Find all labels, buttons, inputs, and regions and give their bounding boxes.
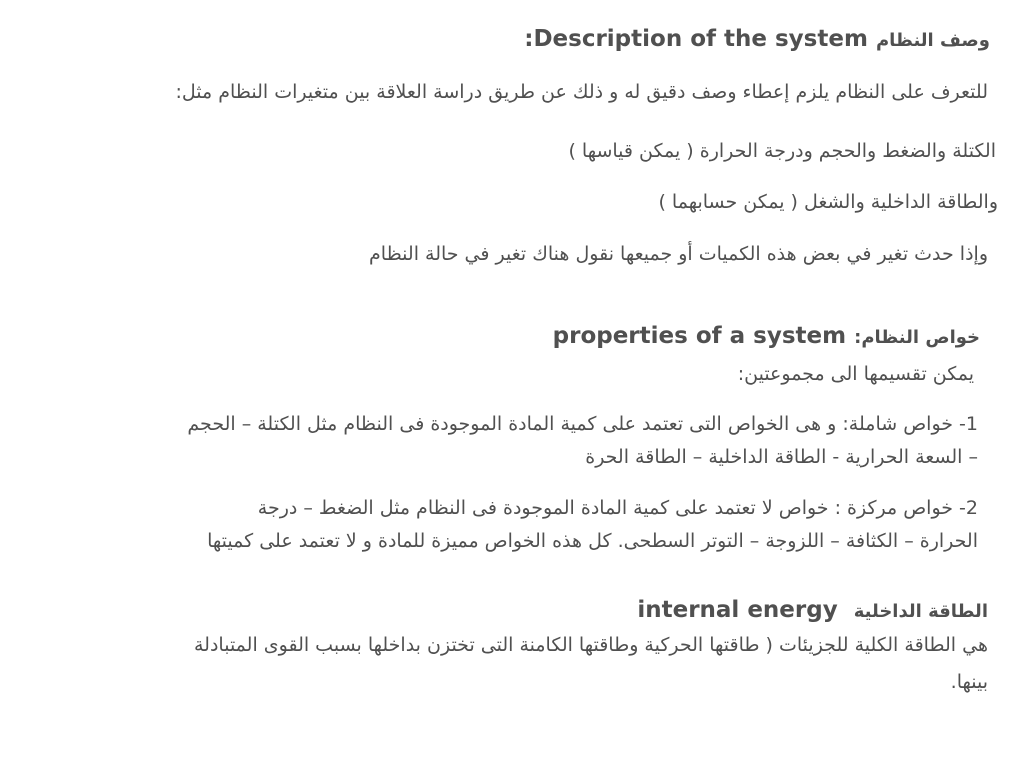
section-title-properties: [553, 323, 980, 349]
section-title-internal-energy: [637, 597, 988, 623]
description-intro: للتعرف على النظام يلزم إعطاء وصف دقيق له و ذلك عن طريق دراسة العلاقة بين متغيرات النظام مثل:: [175, 81, 988, 103]
internal-energy-line-1: هي الطاقة الكلية للجزيئات ( طاقتها الحركية وطاقتها الكامنة التى تختزن بداخلها بسبب القوى المتبادلة: [193, 634, 988, 656]
section-title-arabic: الطاقة الداخلية: [853, 601, 988, 622]
properties-intro: يمكن تقسيمها الى مجموعتين:: [737, 363, 974, 385]
section-title-english: properties of a system: [552, 323, 847, 349]
section-title-english: Description of the system:: [524, 26, 868, 52]
description-line-measurable: الكتلة والضغط والحجم ودرجة الحرارة ( يمكن قياسها ): [568, 140, 996, 162]
description-line-state-change: وإذا حدث تغير في بعض هذه الكميات أو جميعها نقول هناك تغير في حالة النظام: [369, 243, 988, 265]
internal-energy-line-2: بينها.: [950, 671, 988, 693]
section-title-description: [524, 26, 990, 52]
section-title-arabic: خواص النظام:: [854, 327, 980, 348]
description-line-calculable: والطاقة الداخلية والشغل ( يمكن حسابهما ): [658, 191, 998, 213]
extensive-properties-line-2: – السعة الحرارية - الطاقة الداخلية – الطاقة الحرة: [585, 446, 978, 468]
intensive-properties-line-2: الحرارة – الكثافة – اللزوجة – التوتر السطحى. كل هذه الخواص مميزة للمادة و لا تعتمد على كميتها: [207, 530, 978, 552]
section-title-arabic: وصف النظام: [875, 30, 990, 51]
intensive-properties-line-1: 2- خواص مركزة : خواص لا تعتمد على كمية المادة الموجودة فى النظام مثل الضغط – درجة: [257, 497, 978, 519]
section-title-english: internal energy: [637, 597, 838, 623]
extensive-properties-line-1: 1- خواص شاملة: و هى الخواص التى تعتمد على كمية المادة الموجودة فى النظام مثل الكتلة – الحجم: [187, 413, 978, 435]
